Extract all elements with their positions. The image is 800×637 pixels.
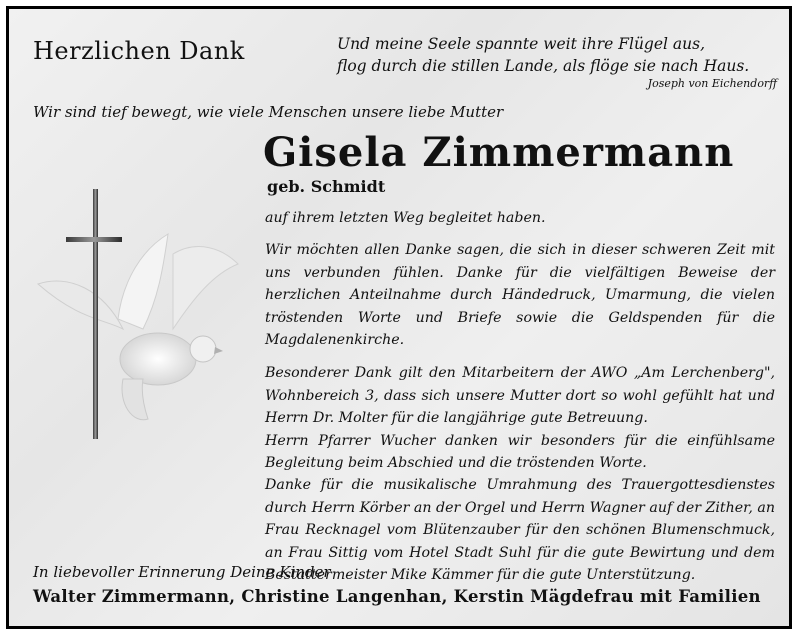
last-way-text: auf ihrem letzten Weg begleitet haben. bbox=[265, 210, 546, 226]
message-body bbox=[265, 207, 775, 587]
paragraph-awo: Besonderer Dank gilt den Mitarbeitern der AWO „Am Lerchenberg", Wohnbereich 3, dass sich unsere Mutter dort so wohl gefühlt hat und Herrn Dr. Molter für die langjährige gute Betreuung. bbox=[265, 365, 775, 427]
intro-text: Wir sind tief bewegt, wie viele Menschen unsere liebe Mutter bbox=[33, 103, 504, 121]
quote-author: Joseph von Eichendorff bbox=[647, 77, 777, 90]
quote-line-1: Und meine Seele spannte weit ihre Flügel aus, bbox=[337, 35, 706, 53]
dove-icon bbox=[38, 234, 238, 420]
maiden-name: geb. Schmidt bbox=[267, 177, 386, 196]
obituary-card bbox=[6, 6, 792, 629]
closing-text: In liebevoller Erinnerung Deine Kinder bbox=[33, 563, 331, 581]
paragraph-music: Danke für die musikalische Umrahmung des Trauergottesdienstes durch Herrn Körber an der Orgel und Herrn Wagner auf der Zither, an Frau Recknagel vom Blütenzauber für den schönen Blumenschmuck, an Frau Sittig vom Hotel Stadt Suhl für die gute Bewirtung und dem Bestattermeister Mike Kämmer für die gute Unterstützung. bbox=[265, 477, 775, 584]
deceased-name: Gisela Zimmermann bbox=[263, 129, 735, 176]
emblem bbox=[23, 179, 253, 439]
heading: Herzlichen Dank bbox=[33, 37, 245, 65]
family-names: Walter Zimmermann, Christine Langenhan, Kerstin Mägdefrau mit Familien bbox=[33, 587, 761, 606]
quote bbox=[337, 33, 777, 91]
paragraph-pastor: Herrn Pfarrer Wucher danken wir besonders für die einfühlsame Begleitung beim Abschied und die tröstenden Worte. bbox=[265, 432, 775, 472]
paragraph-thanks: Wir möchten allen Danke sagen, die sich in dieser schweren Zeit mit uns verbunden fühlen. Danke für die vielfältigen Beweise der herzlichen Anteilnahme durch Händedruck, Umarmung, die vielen tröstenden Worte und Briefe sowie die Geldspenden für die Magdalenenkirche. bbox=[265, 242, 775, 349]
quote-line-2: flog durch die stillen Lande, als flöge sie nach Haus. bbox=[337, 57, 750, 75]
